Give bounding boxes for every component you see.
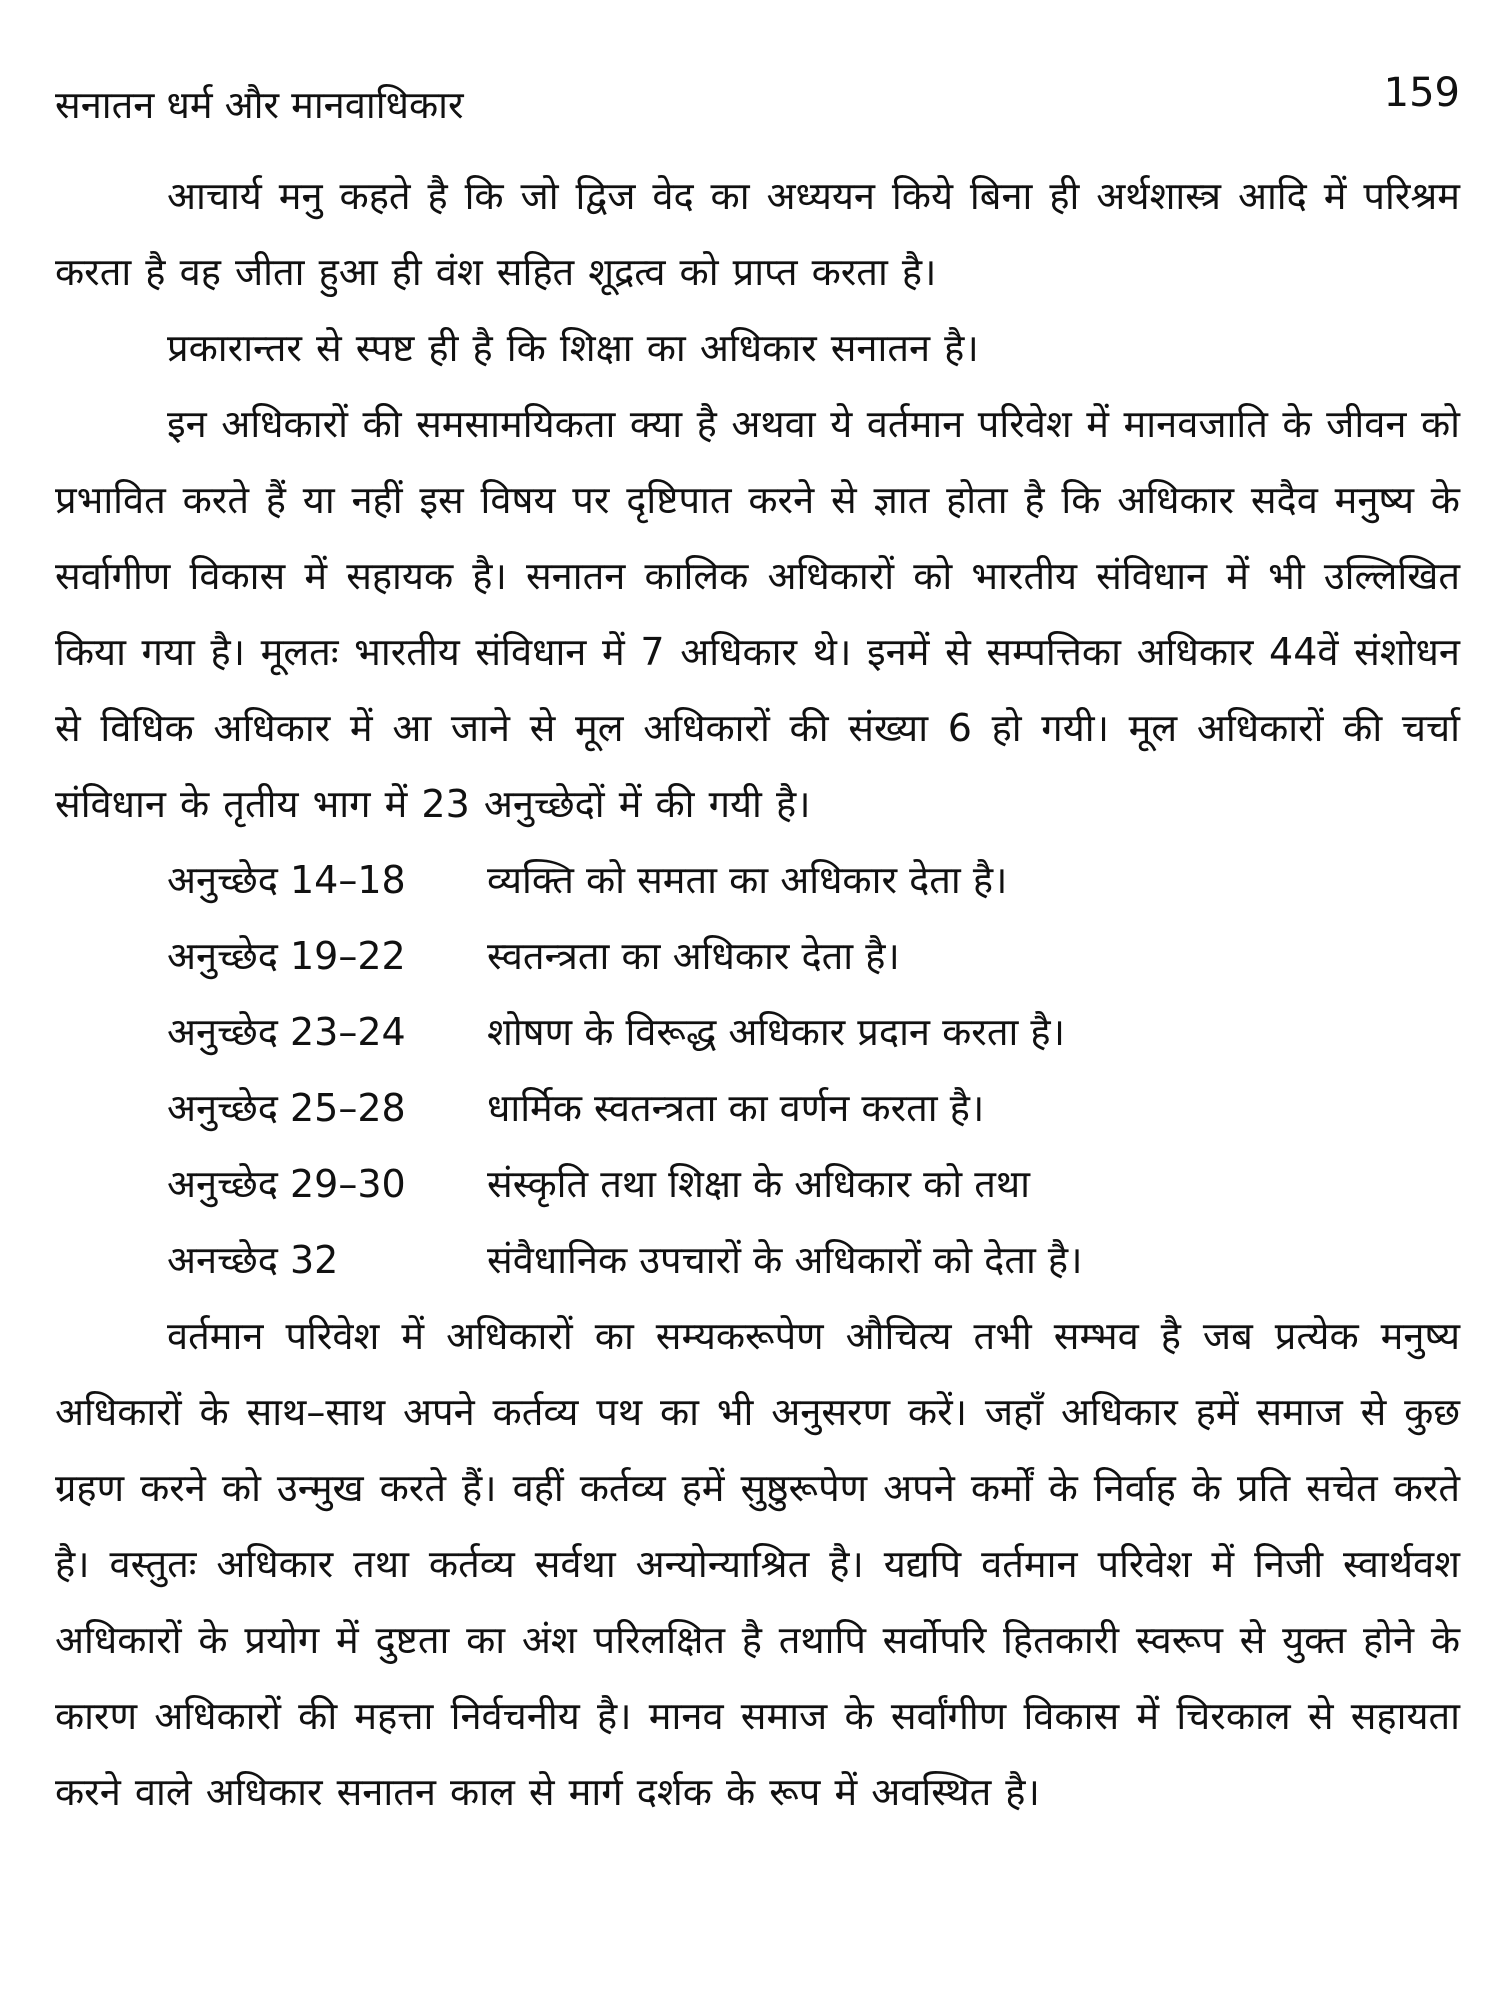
list-item	[55, 918, 1460, 994]
paragraph-constitution: इन अधिकारों की समसामयिकता क्या है अथवा ये वर्तमान परिवेश में मानवजाति के जीवन को प्रभावित करते हैं या नहीं इस विषय पर दृष्टिपात करने से ज्ञात होता है कि अधिकार सदैव मनुष्य के सर्वागीण विकास में सहायक है। सनातन कालिक अधिकारों को भारतीय संविधान में भी उल्लिखित किया गया है। मूलतः भारतीय संविधान में 7 अधिकार थे। इनमें से सम्पत्तिका अधिकार 44वें संशोधन से विधिक अधिकार में आ जाने से मूल अधिकारों की संख्या 6 हो गयी। मूल अधिकारों की चर्चा संविधान के तृतीय भाग में 23 अनुच्छेदों में की गयी है।	[55, 402, 1460, 826]
list-item	[55, 1070, 1460, 1146]
article-list	[55, 842, 1460, 1298]
article-desc: संवैधानिक उपचारों के अधिकारों को देता है।	[487, 1238, 1083, 1282]
list-item	[55, 1222, 1460, 1298]
article-desc: शोषण के विरूद्ध अधिकार प्रदान करता है।	[487, 1010, 1065, 1054]
article-ref: अनुच्छेद 23–24	[167, 1010, 406, 1054]
article-ref: अनुच्छेद 14–18	[167, 858, 406, 902]
article-desc: व्यक्ति को समता का अधिकार देता है।	[487, 858, 1008, 902]
article-ref: अनुच्छेद 29–30	[167, 1162, 406, 1206]
list-item	[55, 1146, 1460, 1222]
article-ref: अनुच्छेद 25–28	[167, 1086, 406, 1130]
paragraph-rights-duties: वर्तमान परिवेश में अधिकारों का सम्यकरूपेण औचित्य तभी सम्भव है जब प्रत्येक मनुष्य अधिकारों के साथ–साथ अपने कर्तव्य पथ का भी अनुसरण करें। जहाँ अधिकार हमें समाज से कुछ ग्रहण करने को उन्मुख करते हैं। वहीं कर्तव्य हमें सुष्ठुरूपेण अपने कर्मों के निर्वाह के प्रति सचेत करते है। वस्तुतः अधिकार तथा कर्तव्य सर्वथा अन्योन्याश्रित है। यद्यपि वर्तमान परिवेश में निजी स्वार्थवश अधिकारों के प्रयोग में दुष्टता का अंश परिलक्षित है तथापि सर्वोपरि हितकारी स्वरूप से युक्त होने के कारण अधिकारों की महत्ता निर्वचनीय है। मानव समाज के सर्वांगीण विकास में चिरकाल से सहायता करने वाले अधिकार सनातन काल से मार्ग दर्शक के रूप में अवस्थित है।	[55, 1314, 1460, 1814]
running-head: सनातन धर्म और मानवाधिकार	[55, 83, 464, 127]
paragraph-manu: आचार्य मनु कहते है कि जो द्विज वेद का अध्ययन किये बिना ही अर्थशास्त्र आदि में परिश्रम करता है वह जीता हुआ ही वंश सहित शूद्रत्व को प्राप्त करता है।	[55, 174, 1460, 294]
article-ref: अनुच्छेद 19–22	[167, 934, 406, 978]
book-page	[55, 70, 1460, 1830]
list-item	[55, 842, 1460, 918]
article-desc: धार्मिक स्वतन्त्रता का वर्णन करता है।	[487, 1086, 985, 1130]
article-ref: अनच्छेद 32	[167, 1238, 339, 1282]
page-header	[55, 70, 1460, 140]
paragraph-education-right: प्रकारान्तर से स्पष्ट ही है कि शिक्षा का अधिकार सनातन है।	[167, 326, 979, 370]
list-item	[55, 994, 1460, 1070]
article-desc: स्वतन्त्रता का अधिकार देता है।	[487, 934, 900, 978]
page-number: 159	[1383, 70, 1460, 116]
article-desc: संस्कृति तथा शिक्षा के अधिकार को तथा	[487, 1162, 1030, 1206]
